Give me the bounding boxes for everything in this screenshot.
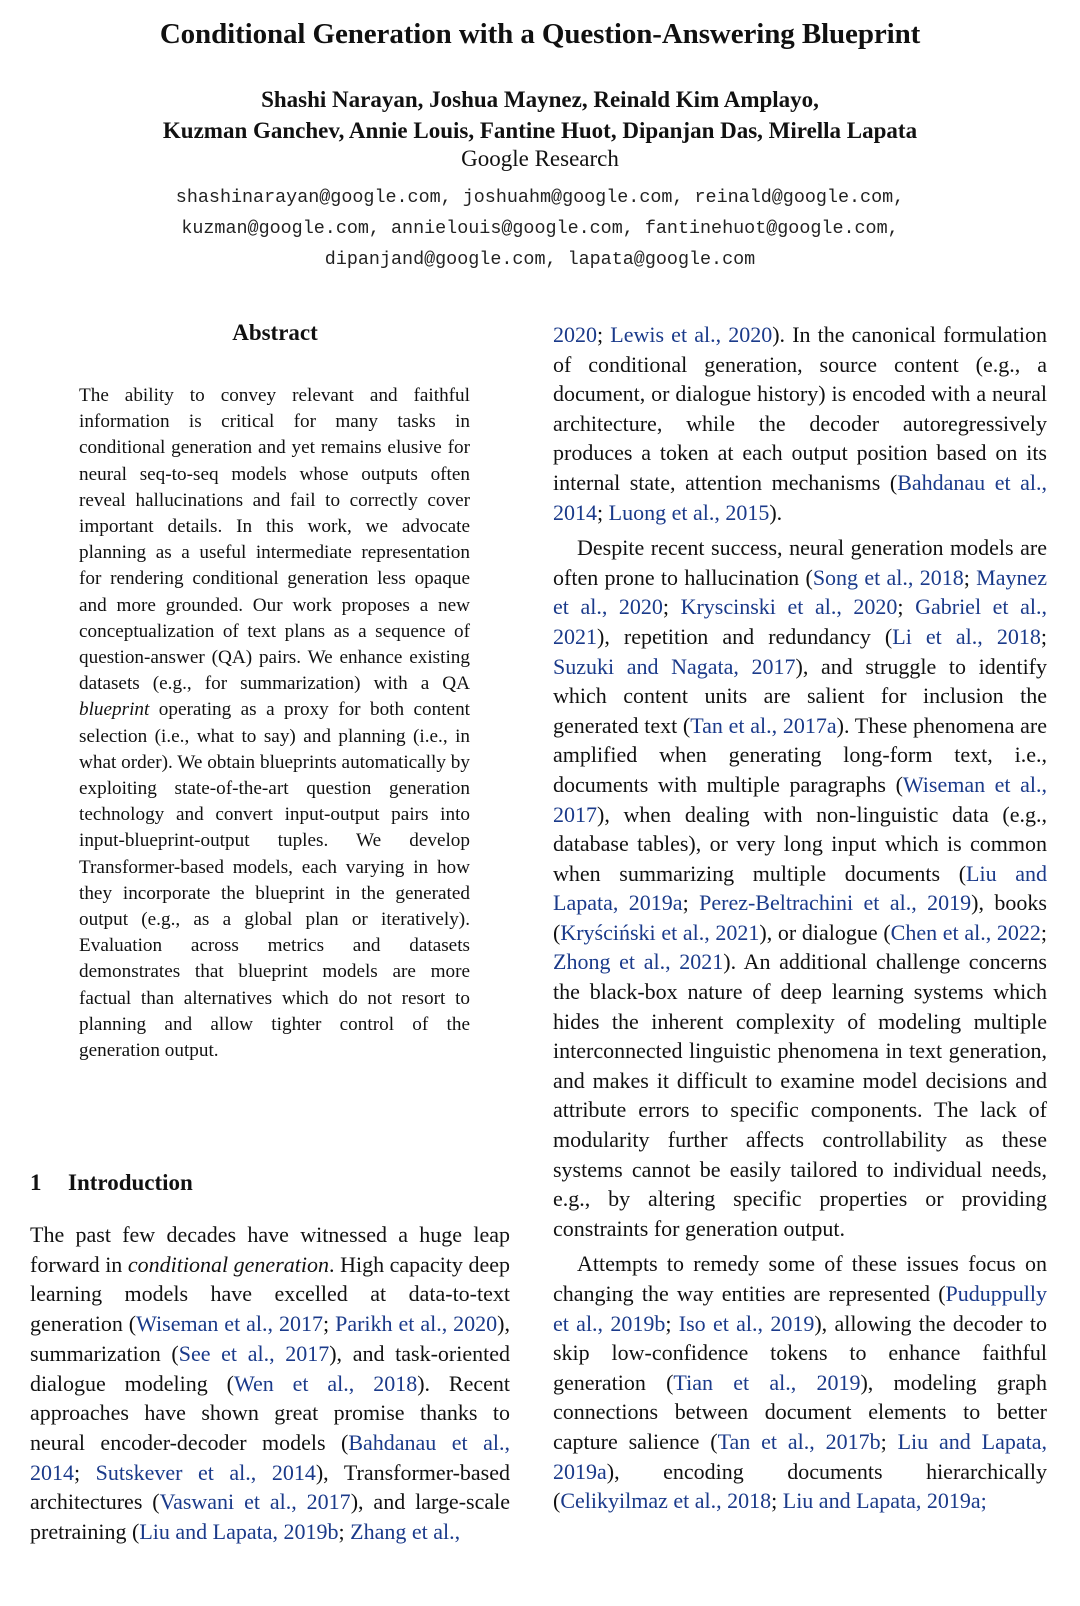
body-text: ), summarization ( — [30, 1311, 510, 1366]
citation-link[interactable]: Iso et al., 2019 — [678, 1310, 815, 1336]
intro-paragraph — [553, 533, 1047, 1243]
intro-right-column — [553, 320, 1047, 1516]
body-text: ; — [323, 1311, 336, 1337]
abstract-emphasis: blueprint — [79, 699, 150, 721]
body-text: ; — [1040, 623, 1048, 649]
body-text: ), and struggle to identify which content units are salient for inclusion the generated text ( — [553, 653, 1048, 738]
citation-link[interactable]: Bahdanau et al., 2014 — [553, 469, 1047, 525]
citation-link[interactable]: Wiseman et al., 2017 — [136, 1311, 323, 1337]
body-text: ), when dealing with non-linguistic data (e.g., database tables), or very long input which is common when summarizing multiple documents ( — [553, 801, 1047, 886]
section-title: Introduction — [68, 1170, 193, 1195]
citation-link[interactable]: Luong et al., 2015 — [608, 499, 770, 525]
citation-link[interactable]: 2020 — [553, 322, 597, 347]
citation-link[interactable]: Li et al., 2018 — [892, 623, 1041, 649]
citation-link[interactable]: Kryściński et al., 2021 — [560, 919, 760, 945]
emails-line-2: kuzman@google.com, annielouis@google.com, fantinehuot@google.com, — [181, 218, 899, 239]
body-text: Despite recent success, neural generation models are often prone to hallucination ( — [553, 535, 1047, 590]
abstract-text-2: operating as a proxy for both content selection (i.e., what to say) and planning (i.e., in what order). We obtain blueprints automatically by exploiting state-of-the-art question generation technology and convert input-output pairs into input-blueprint-output tuples. We develop Transformer-based models, each varying in how they incorporate the blueprint in the generated output (e.g., as a global plan or iteratively). Evaluation across metrics and datasets demonstrates that blueprint models are more factual than alternatives which do not resort to planning and allow tighter control of the generation output. — [79, 699, 470, 1062]
abstract-body — [79, 383, 470, 1064]
body-text: ; — [665, 1310, 679, 1336]
body-text: ; — [597, 499, 609, 525]
citation-link[interactable]: Liu and Lapata, 2019a — [553, 860, 1047, 916]
body-text: ), or dialogue ( — [759, 919, 891, 945]
citation-link[interactable]: Vaswani et al., 2017 — [159, 1489, 351, 1515]
citation-link[interactable]: Maynez et al., 2020 — [553, 564, 1047, 620]
section-number: 1 — [30, 1170, 42, 1195]
intro-paragraph — [553, 320, 1047, 527]
citation-link[interactable]: Zhong et al., 2021 — [553, 949, 724, 975]
body-text: ; — [1040, 919, 1047, 945]
body-text: ), allowing the decoder to skip low-confidence tokens to enhance faithful generation ( — [553, 1310, 1047, 1395]
body-text: ; — [771, 1488, 783, 1514]
body-text: ; — [880, 1428, 898, 1454]
intro-left-column — [30, 1220, 510, 1547]
body-text: ; — [662, 594, 681, 620]
citation-link[interactable]: Gabriel et al., 2021 — [553, 594, 1047, 649]
citation-link[interactable]: Suzuki and Nagata, 2017 — [553, 653, 796, 679]
body-text: ; — [338, 1519, 351, 1545]
paper-title: Conditional Generation with a Question-Answering Blueprint — [159, 18, 921, 50]
body-text: ). An additional challenge concerns the black-box nature of deep learning systems which hides the inherent complexity of modeling multiple interconnected linguistic phenomena in text generation, and makes it difficult to examine model decisions and attribute errors to specific components. The lack of modularity further affects controllability as these systems cannot be easily tailored to individual needs, e.g., by altering specific properties or providing constraints for generation output. — [553, 949, 1047, 1241]
emails-line-3: dipanjand@google.com, lapata@google.com — [324, 249, 756, 270]
body-text: ), and task-oriented dialogue modeling ( — [30, 1340, 510, 1396]
citation-link[interactable]: Puduppully et al., 2019b — [553, 1281, 1047, 1336]
body-text: . High capacity deep learning models have excelled at data-to-text generation ( — [30, 1251, 511, 1337]
citation-link[interactable]: Tian et al., 2019 — [673, 1369, 861, 1395]
citation-link[interactable]: Perez-Beltrachini et al., 2019 — [699, 890, 972, 916]
body-text: ). These phenomena are amplified when generating long-form text, i.e., documents with multiple paragraphs ( — [553, 712, 1048, 797]
emails-line-1: shashinarayan@google.com, joshuahm@google.com, reinald@google.com, — [175, 187, 905, 208]
author-emails — [0, 182, 1080, 275]
body-text: ; — [74, 1459, 96, 1485]
body-text: ). In the canonical formulation of conditional generation, source content (e.g., a document, or dialogue history) is encoded with a neural architecture, while the decoder autoregressively produces a token at each output position based on its internal state, attention mechanisms ( — [553, 322, 1047, 495]
section-heading-introduction — [30, 1170, 193, 1196]
intro-paragraph — [30, 1220, 510, 1547]
citation-link[interactable]: Wiseman et al., 2017 — [553, 771, 1047, 827]
body-text: ; — [597, 322, 611, 347]
body-text: ), repetition and redundancy ( — [597, 623, 893, 649]
citation-link[interactable]: Sutskever et al., 2014 — [95, 1459, 316, 1485]
body-text: The past few decades have witnessed a huge leap forward in — [30, 1222, 510, 1277]
body-text: ; — [897, 594, 916, 620]
authors-line-2: Kuzman Ganchev, Annie Louis, Fantine Huot, Dipanjan Das, Mirella Lapata — [162, 118, 918, 143]
citation-link[interactable]: Bahdanau et al., 2014 — [30, 1429, 510, 1485]
body-text: ). — [769, 499, 783, 525]
citation-link[interactable]: Parikh et al., 2020 — [335, 1311, 498, 1337]
intro-paragraph — [553, 1249, 1047, 1515]
body-text: ), Transformer-based architectures ( — [30, 1459, 510, 1515]
abstract-heading: Abstract — [232, 320, 318, 345]
emphasized-text: conditional generation — [127, 1251, 329, 1277]
citation-link[interactable]: Chen et al., 2022 — [890, 919, 1041, 945]
author-list — [0, 84, 1080, 146]
body-text: ), books ( — [553, 890, 1047, 945]
citation-link[interactable]: Tan et al., 2017b — [717, 1428, 881, 1454]
citation-link[interactable]: See et al., 2017 — [178, 1340, 330, 1366]
abstract-paragraph — [79, 383, 470, 1064]
citation-link[interactable]: Tan et al., 2017a — [690, 712, 837, 738]
body-text: ; — [682, 890, 700, 916]
body-text: ), encoding documents hierarchically ( — [553, 1458, 1047, 1514]
citation-link[interactable]: Liu and Lapata, 2019a — [553, 1428, 1047, 1484]
body-text: Attempts to remedy some of these issues focus on changing the way entities are represented ( — [553, 1251, 1047, 1306]
abstract-text-1: The ability to convey relevant and faithful information is critical for many tasks in conditional generation and yet remains elusive for neural seq-to-seq models whose outputs often reveal hallucinations and fail to correctly cover important details. In this work, we advocate planning as a useful intermediate representation for rendering conditional generation less opaque and more grounded. Our work proposes a new conceptualization of text plans as a sequence of question-answer (QA) pairs. We enhance existing datasets (e.g., for summarization) with a QA — [79, 385, 470, 695]
body-text: ), and large-scale pretraining ( — [30, 1489, 510, 1545]
body-text: ; — [963, 564, 977, 590]
body-text: ), modeling graph connections between document elements to better capture salience ( — [553, 1369, 1047, 1454]
citation-link[interactable]: Zhang et al., — [350, 1519, 461, 1545]
citation-link[interactable]: Song et al., 2018 — [812, 564, 964, 590]
affiliation: Google Research — [461, 146, 619, 171]
citation-link[interactable]: Celikyilmaz et al., 2018 — [560, 1488, 772, 1514]
citation-link[interactable]: Lewis et al., 2020 — [610, 322, 773, 347]
citation-link[interactable]: Wen et al., 2018 — [233, 1370, 418, 1396]
citation-link[interactable]: Liu and Lapata, 2019b — [139, 1519, 339, 1545]
citation-link[interactable]: Kryscinski et al., 2020 — [680, 594, 898, 620]
body-text: ). Recent approaches have shown great promise thanks to neural encoder-decoder models ( — [30, 1370, 511, 1455]
authors-line-1: Shashi Narayan, Joshua Maynez, Reinald Kim Amplayo, — [261, 87, 819, 112]
citation-link[interactable]: Liu and Lapata, 2019a; — [782, 1488, 987, 1514]
